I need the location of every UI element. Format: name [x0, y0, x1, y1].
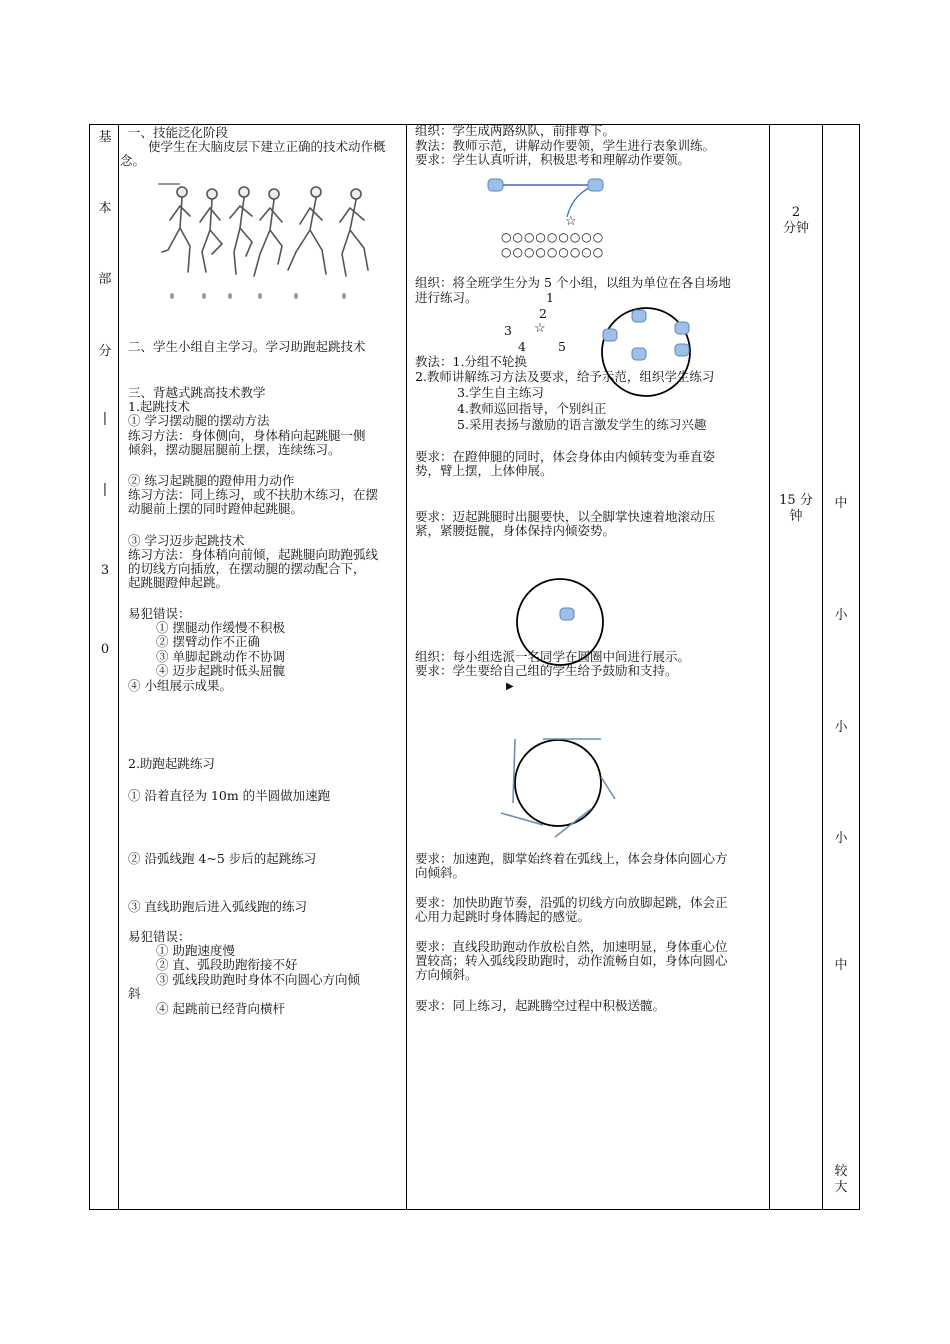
- requirement-text: 心用力起跳时身体腾起的感觉。: [415, 909, 591, 924]
- arrow-icon: ▶: [506, 681, 514, 692]
- student-marker: [603, 329, 617, 341]
- common-error-item: ① 摆腿动作缓慢不积极: [156, 620, 285, 635]
- curve-run-diagram: [495, 733, 620, 843]
- time-unit: 分钟: [782, 221, 809, 236]
- method-text: 3.学生自主练习: [457, 385, 544, 400]
- section-char: 本: [98, 201, 112, 216]
- requirement-text: 势，臂上摆，上体伸展。: [415, 463, 553, 478]
- student-marker: [632, 310, 646, 322]
- common-error-item: ③ 弧线段助跑时身体不向圆心方向倾: [156, 972, 360, 987]
- section-title: 一、技能泛化阶段: [128, 125, 229, 140]
- teacher-marker: [588, 179, 603, 191]
- section-char: |: [102, 482, 108, 497]
- practice-item: ③ 直线助跑后进入弧线跑的练习: [128, 899, 307, 914]
- requirement-text: 要求：同上练习，起跳腾空过程中积极送髋。: [415, 998, 666, 1013]
- method-text: 教法：1.分组不轮换: [415, 354, 527, 369]
- student-marker: [560, 608, 574, 620]
- student-marker: [632, 348, 646, 360]
- practice-item: ① 沿着直径为 10m 的半圆做加速跑: [128, 788, 331, 803]
- organization-text: 组织：将全班学生分为 5 个小组，以组为单位在各自场地: [415, 275, 731, 290]
- group-number: 1: [546, 290, 554, 305]
- practice-method: 起跳腿蹬伸起跳。: [128, 575, 229, 590]
- practice-method: 练习方法：同上练习，或不扶肋木练习，在摆: [128, 487, 379, 502]
- practice-method: 练习方法：身体侧向，身体稍向起跳腿一侧: [128, 428, 366, 443]
- practice-method: 练习方法：身体稍向前倾，起跳腿向助跑弧线: [128, 547, 379, 562]
- requirement-text: 置较高；转入弧线段助跑时，动作流畅自如，身体向圆心: [415, 953, 728, 968]
- practice-item: ② 沿弧线跑 4~5 步后的起跳练习: [128, 851, 317, 866]
- student-marker: [675, 322, 689, 334]
- intensity-value: 小: [834, 831, 848, 846]
- method-text: 2.教师讲解练习方法及要求，给予示范，组织学生练习: [415, 369, 715, 384]
- jumper-figure: [230, 187, 252, 274]
- organization-text: 组织：每小组选派一名同学在圆圈中间进行展示。: [415, 649, 691, 664]
- section-char: 3: [100, 563, 110, 578]
- method-text: 教法：教师示范，讲解动作要领，学生进行表象训练。: [415, 138, 716, 153]
- section-title: 二、学生小组自主学习。学习助跑起跳技术: [128, 339, 366, 354]
- section-title: 三、背越式跳高技术教学: [128, 385, 266, 400]
- col-divider: [118, 125, 119, 1209]
- teacher-star-icon: ☆: [565, 214, 577, 229]
- group-number: 5: [558, 339, 566, 354]
- group-circle-diagram: [598, 305, 698, 400]
- col-divider: [769, 125, 770, 1209]
- group-number: 2: [539, 306, 547, 321]
- common-error-item: ④ 起跳前已经背向横杆: [156, 1001, 285, 1016]
- student-formation-row: ○○○○○○○○○: [501, 230, 605, 244]
- section-char: |: [102, 411, 108, 426]
- requirement-text: 要求：加快助跑节奏，沿弧的切线方向放脚起跳，体会正: [415, 895, 728, 910]
- practice-item: ② 练习起跳腿的蹬伸用力动作: [128, 473, 295, 488]
- col-divider: [822, 125, 823, 1209]
- requirement-text: 方向倾斜。: [415, 967, 478, 982]
- common-errors-title: 易犯错误：: [128, 929, 191, 944]
- jumper-figure: [200, 189, 222, 272]
- practice-item: ④ 小组展示成果。: [128, 678, 232, 693]
- group-number: 4: [518, 339, 526, 354]
- practice-item: ③ 学习迈步起跳技术: [128, 533, 245, 548]
- method-text: 4.教师巡回指导，个别纠正: [457, 401, 607, 416]
- student-formation-row: ○○○○○○○○○: [501, 245, 605, 259]
- organization-text: 进行练习。: [415, 290, 478, 305]
- student-marker: [675, 344, 689, 356]
- subsection-title: 2.助跑起跳练习: [128, 756, 215, 771]
- intensity-value: 中: [834, 496, 848, 511]
- common-error-item: ② 摆臂动作不正确: [156, 634, 260, 649]
- intensity-value: 大: [834, 1180, 848, 1195]
- common-error-item: ③ 单脚起跳动作不协调: [156, 649, 285, 664]
- practice-item: ① 学习摆动腿的摆动方法: [128, 413, 270, 428]
- section-char: 0: [100, 642, 110, 657]
- intensity-value: 较: [834, 1164, 848, 1179]
- organization-text: 组织：学生成两路纵队，前排尊下。: [415, 123, 616, 138]
- section-description: 使学生在大脑皮层下建立正确的技术动作概念。: [120, 139, 386, 168]
- requirement-text: 要求：在蹬伸腿的同时，体会身体由内倾转变为垂直姿: [415, 449, 716, 464]
- intensity-value: 小: [834, 608, 848, 623]
- subsection-title: 1.起跳技术: [128, 399, 190, 414]
- common-error-item: ④ 迈步起跳时低头屈髋: [156, 663, 285, 678]
- jumper-figure: [254, 189, 282, 276]
- practice-method: 动腿前上摆的同时蹬伸起跳腿。: [128, 501, 304, 516]
- intensity-value: 小: [834, 720, 848, 735]
- time-unit: 钟: [789, 509, 803, 524]
- practice-method: 的切线方向插放，在摆动腿的摆动配合下，: [128, 561, 366, 576]
- section-char: 部: [98, 272, 112, 287]
- method-text: 5.采用表扬与激励的语言激发学生的练习兴趣: [457, 417, 707, 432]
- requirement-text: 要求：直线段助跑动作放松自然，加速明显，身体重心位: [415, 939, 728, 954]
- group-number: 3: [504, 323, 512, 338]
- requirement-text: 要求：加速跑，脚掌始终着在弧线上，体会身体向圆心方: [415, 851, 728, 866]
- common-errors-title: 易犯错误：: [128, 606, 191, 621]
- time-value: 2: [791, 205, 801, 220]
- requirement-text: 向倾斜。: [415, 865, 466, 880]
- formation-diagram: [485, 175, 610, 220]
- requirement-text: 要求：学生认真听讲，积极思考和理解动作要领。: [415, 152, 691, 167]
- requirement-text: 要求：迈起跳腿时出腿要快，以全脚掌快速着地滚动压: [415, 509, 716, 524]
- time-value: 15 分: [779, 493, 813, 508]
- col-divider: [406, 125, 407, 1209]
- jumper-figure: [340, 189, 368, 276]
- requirement-text: 要求：学生要给自己组的学生给予鼓励和支持。: [415, 663, 678, 678]
- common-error-item: 斜: [128, 986, 141, 1001]
- intensity-value: 中: [834, 958, 848, 973]
- section-char: 基: [98, 130, 112, 145]
- section-char: 分: [98, 344, 112, 359]
- jumper-figure: [162, 187, 190, 272]
- common-error-item: ② 直、弧段助跑衔接不好: [156, 957, 298, 972]
- common-error-item: ① 助跑速度慢: [156, 943, 235, 958]
- teacher-star-icon: ☆: [534, 321, 546, 336]
- high-jump-sequence-illustration: [150, 180, 390, 305]
- practice-method: 倾斜，摆动腿屈腿前上摆，连续练习。: [128, 442, 341, 457]
- teacher-marker: [488, 179, 503, 191]
- jumper-figure: [288, 187, 326, 274]
- requirement-text: 紧，紧腰挺髋，身体保持内倾姿势。: [415, 523, 616, 538]
